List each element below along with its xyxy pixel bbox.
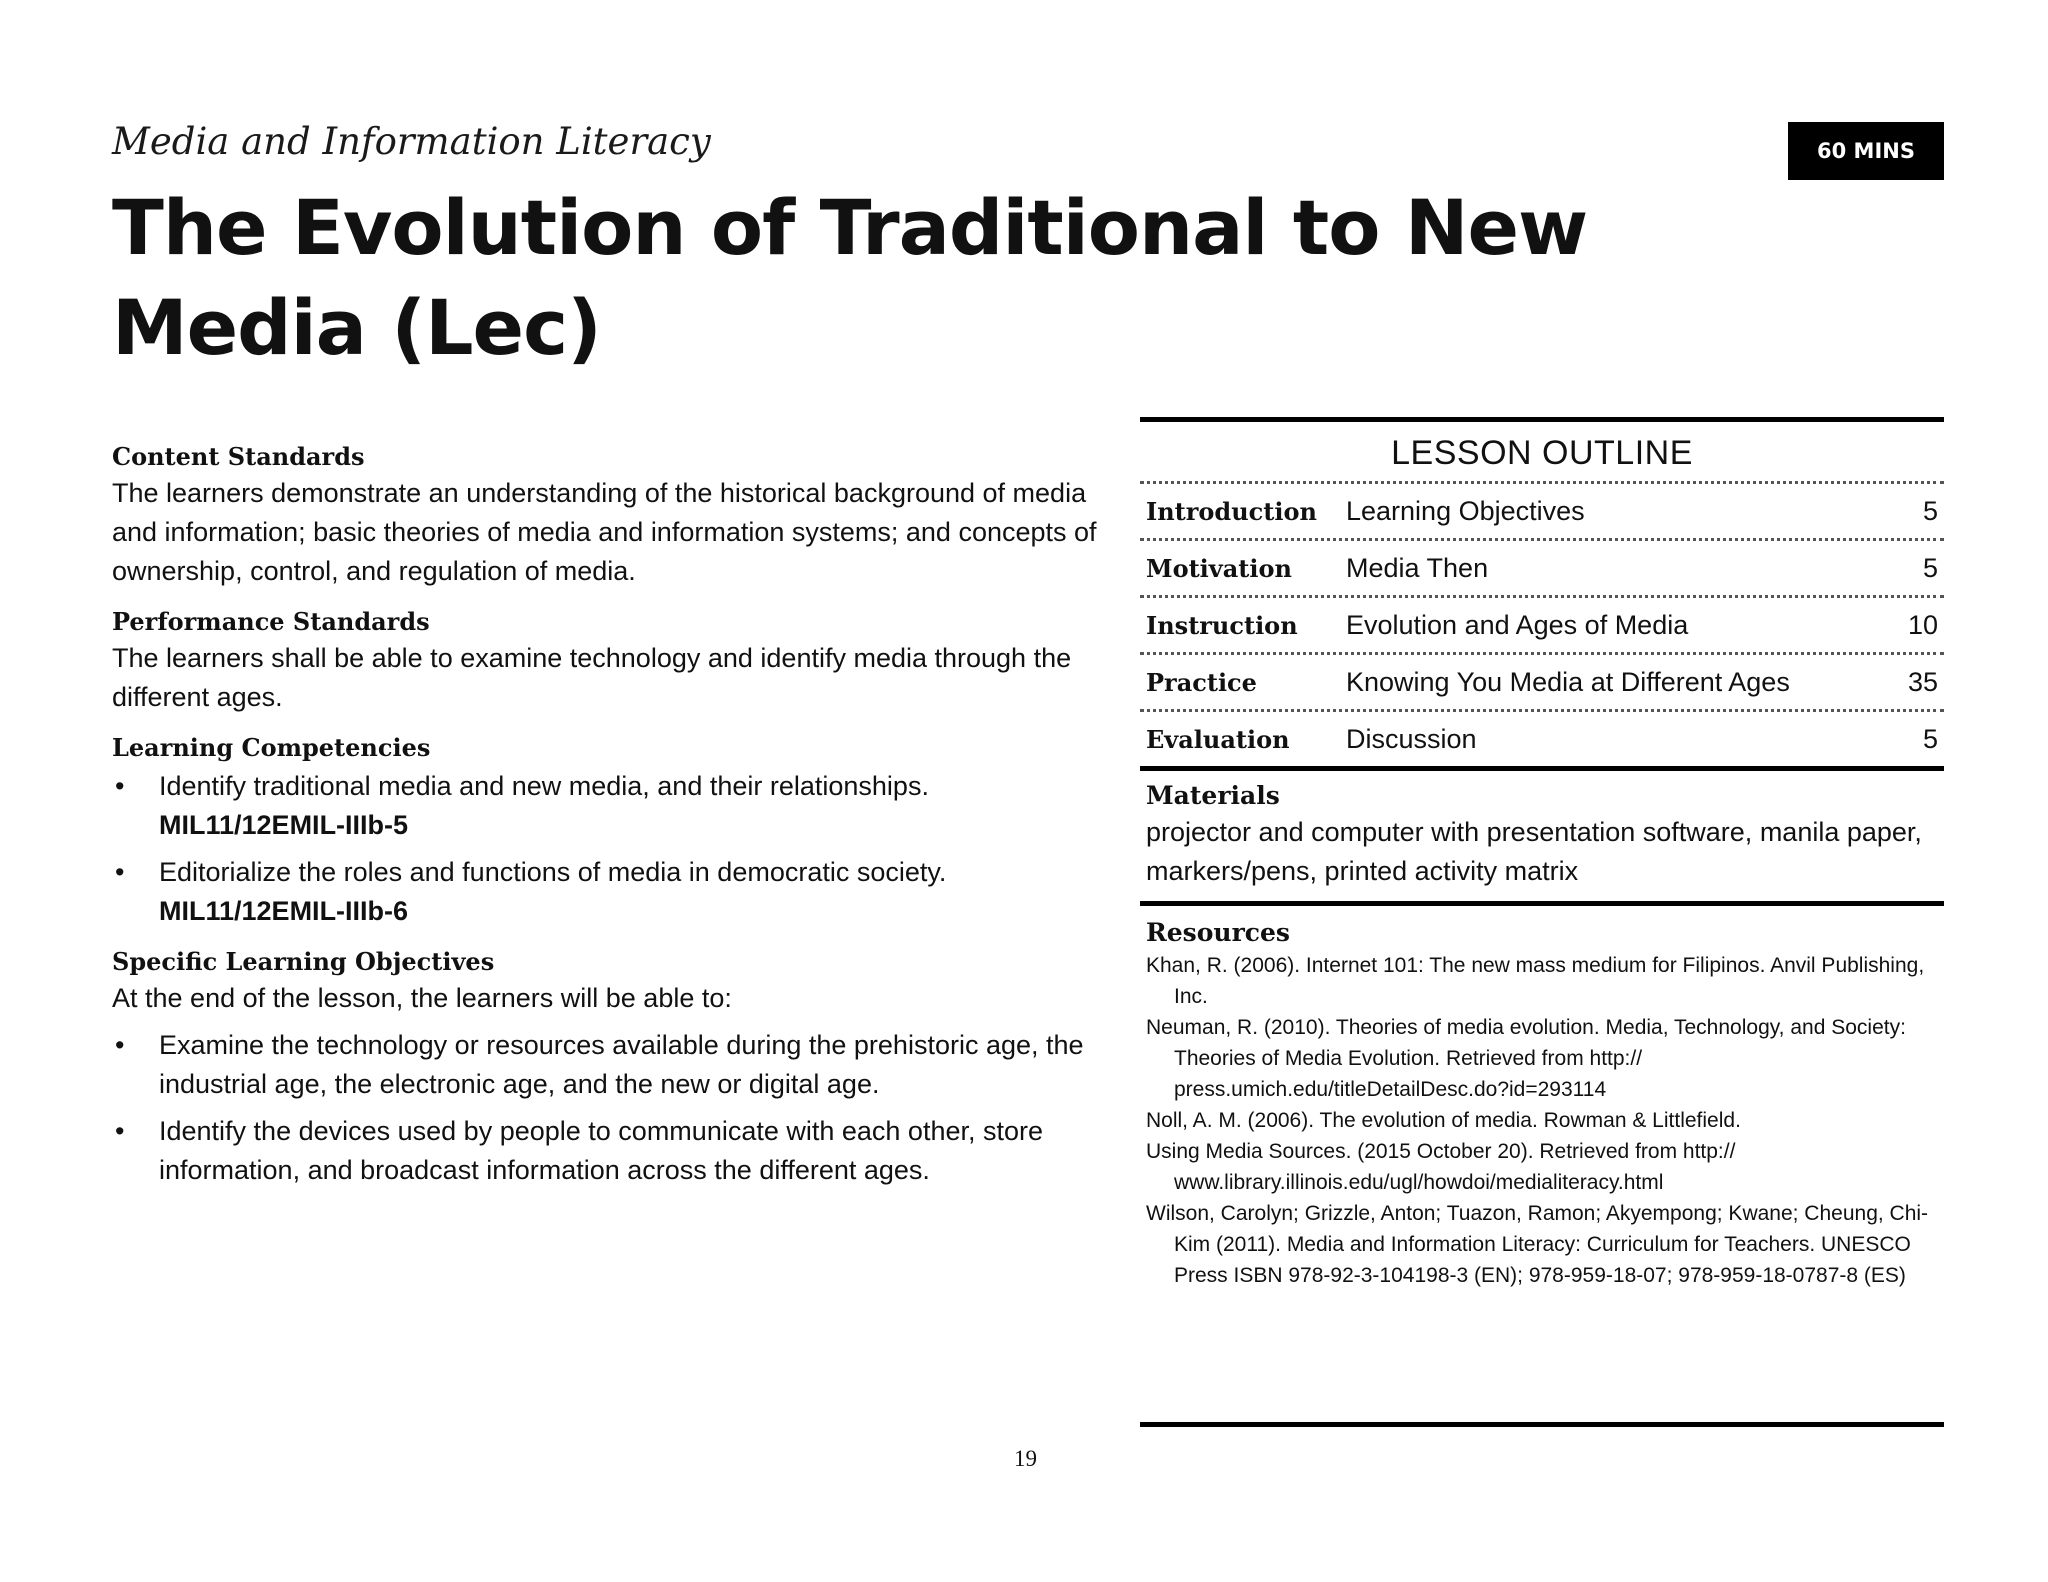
- outline-phase: Introduction: [1146, 496, 1317, 526]
- specific-objectives: [112, 945, 1112, 1190]
- outline-activity: Learning Objectives: [1346, 495, 1585, 526]
- performance-standards-text: The learners shall be able to examine technology and identify media through the different ages.: [112, 643, 1072, 712]
- page-number: 19: [1014, 1446, 1037, 1471]
- content-standards-heading: Content Standards: [112, 442, 365, 471]
- specific-objectives-heading: Specific Learning Objectives: [112, 947, 495, 976]
- materials: [1140, 771, 1944, 901]
- content-standards: [112, 440, 1112, 591]
- list-item: • Identify the devices used by people to communicate with each other, store information, and broadcast information across the different ages.: [112, 1112, 1112, 1190]
- table-row: [1140, 541, 1944, 595]
- table-row: [1140, 484, 1944, 538]
- outline-phase: Practice: [1146, 667, 1257, 697]
- resource-list: [1146, 950, 1938, 1291]
- outline-phase: Instruction: [1146, 610, 1298, 640]
- outline-activity: Discussion: [1346, 723, 1477, 754]
- specific-objectives-intro: At the end of the lesson, the learners will be able to:: [112, 983, 732, 1013]
- lesson-outline-table: [1140, 481, 1944, 766]
- outline-minutes: 35: [1907, 666, 1938, 697]
- list-item: • Examine the technology or resources available during the prehistoric age, the industrial age, the electronic age, and the new or digital age.: [112, 1026, 1112, 1104]
- materials-heading: Materials: [1146, 781, 1280, 810]
- resources-heading: Resources: [1146, 918, 1290, 947]
- resources: [1140, 906, 1944, 1291]
- page-title: The Evolution of Traditional to New Media (Lec): [112, 183, 1588, 372]
- outline-activity: Media Then: [1346, 552, 1489, 583]
- competency-text: Identify traditional media and new media, and their relationships.: [159, 771, 929, 801]
- list-item: Neuman, R. (2010). Theories of media evolution. Media, Technology, and Society: Theories of Media Evolution. Retrieved from http:// press.umich.edu/titleDetailDesc.do?id=293114: [1146, 1016, 1906, 1101]
- left-column: [112, 440, 1112, 1204]
- subject-line: Media and Information Literacy: [112, 120, 711, 163]
- table-row: [1140, 655, 1944, 709]
- lesson-outline-heading: LESSON OUTLINE: [1391, 434, 1693, 472]
- list-item: [112, 853, 1112, 931]
- list-item: Khan, R. (2006). Internet 101: The new mass medium for Filipinos. Anvil Publishing, Inc.: [1146, 954, 1925, 1008]
- list-item: Wilson, Carolyn; Grizzle, Anton; Tuazon, Ramon; Akyempong; Kwane; Cheung, Chi-Kim (2011). Media and Information Literacy: Curriculum for Teachers. UNESCO Press ISBN 978-92-3-104198-3 (EN); 978-959-18-07; 978-959-18-0787-8 (ES): [1146, 1202, 1929, 1287]
- duration-badge: 60 MINS: [1788, 122, 1944, 180]
- outline-minutes: 5: [1922, 552, 1938, 583]
- list-item: Noll, A. M. (2006). The evolution of media. Rowman & Littlefield.: [1146, 1109, 1741, 1132]
- divider: [1140, 1422, 1944, 1427]
- outline-phase: Evaluation: [1146, 724, 1290, 754]
- outline-activity: Knowing You Media at Different Ages: [1346, 666, 1790, 697]
- outline-minutes: 10: [1907, 609, 1938, 640]
- competency-code: MIL11/12EMIL-IIIb-5: [159, 810, 409, 840]
- table-row: [1140, 712, 1944, 766]
- list-item: [112, 767, 1112, 845]
- content-standards-text: The learners demonstrate an understanding of the historical background of media and information; basic theories of media and information systems; and concepts of ownership, control, and regulation of media.: [112, 478, 1097, 586]
- list-item: Using Media Sources. (2015 October 20). Retrieved from http:// www.library.illinois.edu/ugl/howdoi/medialiteracy.html: [1146, 1140, 1736, 1194]
- learning-competencies: [112, 731, 1112, 931]
- competency-text: Editorialize the roles and functions of media in democratic society.: [159, 857, 947, 887]
- outline-activity: Evolution and Ages of Media: [1346, 609, 1689, 640]
- performance-standards-heading: Performance Standards: [112, 607, 430, 636]
- learning-competencies-heading: Learning Competencies: [112, 733, 431, 762]
- right-column: [1140, 417, 1944, 1291]
- competency-code: MIL11/12EMIL-IIIb-6: [159, 896, 409, 926]
- outline-phase: Motivation: [1146, 553, 1292, 583]
- objective-list: [112, 1026, 1112, 1190]
- performance-standards: [112, 605, 1112, 717]
- materials-text: projector and computer with presentation software, manila paper, markers/pens, printed activity matrix: [1146, 817, 1922, 886]
- competency-list: [112, 767, 1112, 931]
- table-row: [1140, 598, 1944, 652]
- outline-minutes: 5: [1922, 723, 1938, 754]
- outline-minutes: 5: [1922, 495, 1938, 526]
